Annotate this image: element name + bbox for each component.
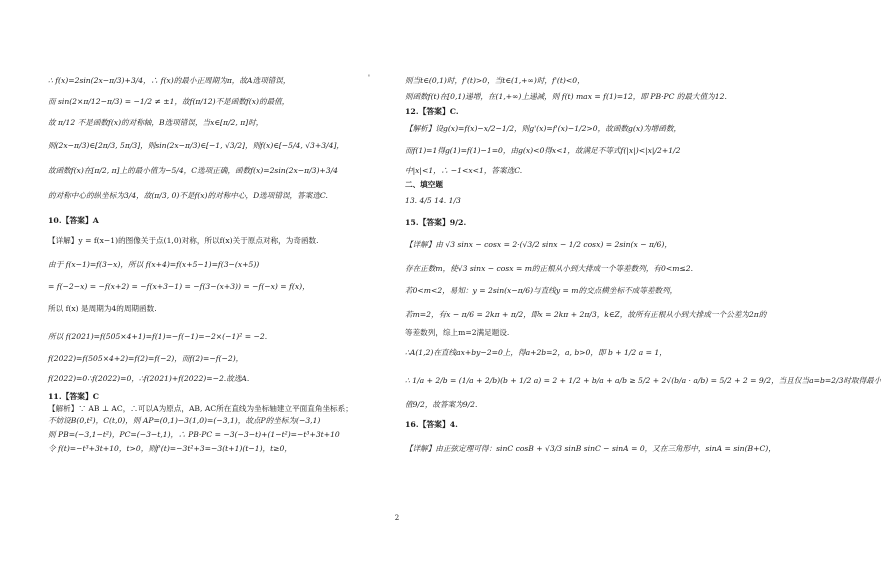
text-line: ∴ f(x)=2sin(2x−π/3)+3/4，∴ f(x)的最小正周期为π，故A选项错误，: [48, 76, 291, 85]
answer-heading: 15.【答案】9/2.: [405, 218, 467, 227]
answer-heading: 11.【答案】C: [48, 392, 99, 401]
text-line: 则函数f(t)在[0,1)递增，在(1,+∞)上递减，则 f(t) max = f(1)=12，即 PB·PC 的最大值为12.: [405, 92, 727, 101]
answer-heading: 16.【答案】4.: [405, 420, 458, 429]
text-line: 故 π/12 不是函数f(x)的对称轴，B选项错误，当x∈[π/2, π]时，: [48, 118, 264, 127]
text-line: = f(−2−x) = −f(x+2) = −f(x+3−1) = −f(3−(x+3)) = −f(−x) = f(x)，: [48, 282, 310, 291]
text-line: 值9/2，故答案为9/2.: [405, 400, 478, 409]
answer-heading: 12.【答案】C.: [405, 107, 459, 116]
text-line: 而f(1)=1得g(1)=f(1)−1=0，由g(x)<0得x<1，故满足不等式f(|x|)<|x|/2+1/2: [405, 146, 681, 155]
text-line: 则当t∈(0,1)时，f'(t)>0，当t∈(1,+∞)时，f'(t)<0，: [405, 76, 585, 85]
text-line: 所以 f(2021)=f(505×4+1)=f(1)=−f(−1)=−2×(−1)² = −2.: [48, 332, 268, 341]
text-line: f(2022)=f(505×4+2)=f(2)=f(−2)，而f(2)=−f(−2)，: [48, 354, 244, 363]
text-line: 则 PB=(−3,1−t²)，PC=(−3−t,1)，∴ PB·PC = −3(−3−t)+(1−t²)=−t³+3t+10: [48, 430, 340, 439]
text-line: ∴A(1,2)在直线ax+by−2=0上，得a+2b=2，a, b>0，即 b + 1/2 a = 1，: [405, 348, 667, 357]
text-line: 若0<m<2，易知：y = 2sin(x−π/6)与直线y = m的交点横坐标不成等差数列，: [405, 286, 678, 295]
page-number: 2: [394, 514, 400, 522]
text-line: 的对称中心的纵坐标为3/4，故(π/3, 0)不是f(x)的对称中心，D选项错误，答案选C.: [48, 191, 328, 200]
text-line: 【解析】设g(x)=f(x)−x/2−1/2，则g'(x)=f'(x)−1/2>0，故函数g(x)为增函数，: [405, 124, 682, 133]
top-mark: ': [368, 74, 370, 82]
text-line: 而 sin(2×π/12−π/3) = −1/2 ≠ ±1，故f(π/12)不是函数f(x)的最值，: [48, 97, 290, 106]
text-line: 等差数列，综上m=2满足题设.: [405, 328, 510, 337]
text-line: 中|x|<1，∴ −1<x<1，答案选C.: [405, 166, 523, 175]
section-title: 二、填空题: [405, 180, 443, 189]
text-line: 不妨设B(0,t²)，C(t,0)，则 AP=(0,1)−3(1,0)=(−3,1)，故点P的坐标为(−3,1): [48, 416, 321, 425]
text-line: 所以 f(x) 是周期为4的周期函数.: [48, 304, 157, 313]
text-line: 令 f(t)=−t³+3t+10，t>0，则f'(t)=−3t²+3=−3(t+1)(t−1)，t≥0，: [48, 444, 292, 453]
text-line: 【解析】∵ AB ⊥ AC，∴可以A为原点，AB, AC所在直线为坐标轴建立平面直角坐标系；: [48, 404, 353, 413]
answer-heading: 10.【答案】A: [48, 216, 99, 225]
text-line: 则(2x−π/3)∈[2π/3, 5π/3]，则sin(2x−π/3)∈[−1, √3/2]，则f(x)∈[−5/4, √3+3/4]，: [48, 141, 344, 150]
text-line: 【详解】由 √3 sinx − cosx = 2·(√3/2 sinx − 1/2 cosx) = 2sin(x − π/6)，: [405, 240, 672, 249]
text-line: f(2022)=0∴f(2022)=0，∴f(2021)+f(2022)=−2.故选A.: [48, 374, 250, 383]
text-line: 13. 4/5 14. 1/3: [405, 196, 461, 205]
text-line: 由于 f(x−1)=f(3−x)，所以 f(x+4)=f(x+5−1)=f(3−(x+5)): [48, 260, 260, 269]
text-line: 若m=2，有x − π/6 = 2kπ + π/2，即x = 2kπ + 2π/3，k∈Z，故所有正根从小到大排成一个公差为2π的: [405, 310, 767, 319]
text-line: 故函数f(x)在[π/2, π]上的最小值为−5/4，C选项正确，函数f(x)=2sin(2x−π/3)+3/4: [48, 166, 339, 175]
text-line: 【详解】y = f(x−1)的图像关于点(1,0)对称，所以f(x)关于原点对称，为奇函数.: [48, 236, 319, 245]
text-line: 【详解】由正弦定理可得：sinC cosB + √3/3 sinB sinC − sinA = 0，又在三角形中，sinA = sin(B+C)，: [405, 444, 776, 453]
text-line: ∴ 1/a + 2/b = (1/a + 2/b)(b + 1/2 a) = 2 + 1/2 + b/a + a/b ≥ 5/2 + 2√(b/a · a/b) = 5/2 + 2 = 9/2，当且仅当a=b=2/3时取得最小: [405, 376, 881, 385]
text-line: 存在正数m，使√3 sinx − cosx = m的正根从小到大排成一个等差数列，有0<m≤2.: [405, 264, 694, 273]
